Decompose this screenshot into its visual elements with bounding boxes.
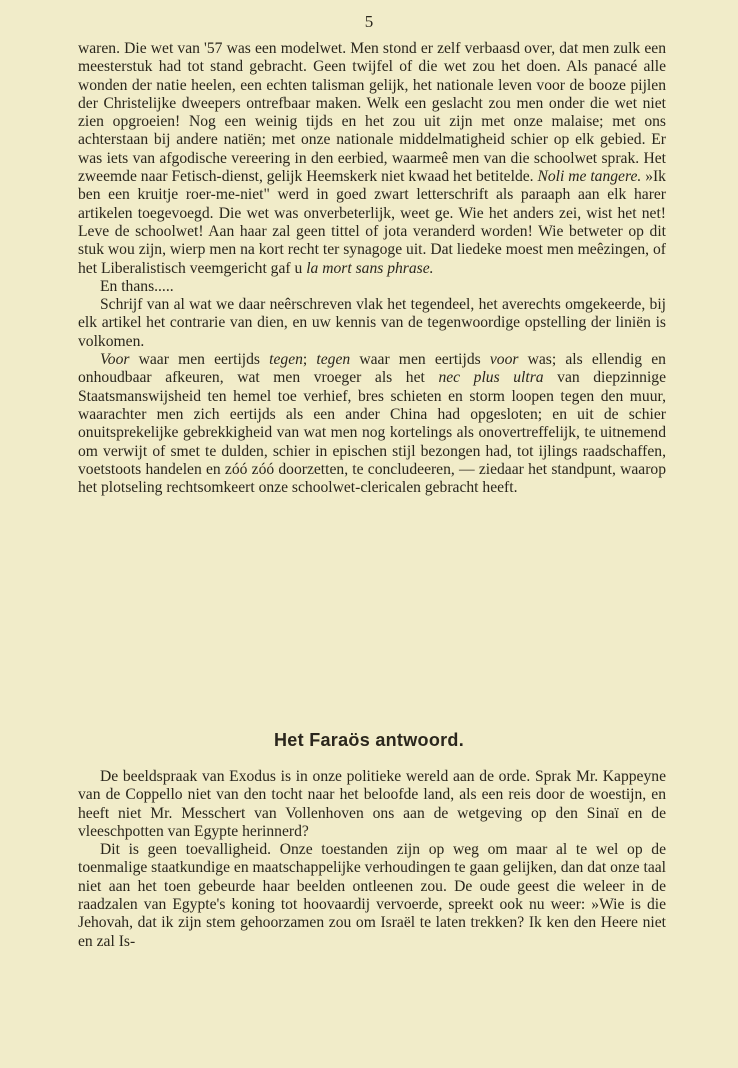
- paragraph: Schrijf van al wat we daar neêrschreven vlak het tegendeel, het averechts omgekeerde, bij elk artikel het contrarie van dien, en uw kennis van de tegenwoordige opstelling der liniën is volkomen.: [78, 296, 666, 350]
- paragraph: Voor waar men eertijds tegen; tegen waar men eertijds voor was; als ellendig en onhoudbaar afkeuren, wat men vroeger als het nec plus ultra van diepzinnige Staatsmanswijsheid ten hemel toe verhief, bres schieten en storm loopen tegen den muur, waarachter men zich eertijds als een ander China had opgesloten; en uit de schier onuitsprekelijke gebrekkigheid van wat men nog kortelings als onovertreffelijk, te uitnemend om verwijt of smet te dulden, schier in epischen stijl bezongen had, tot ijlings raadschaffen, voetstoots handelen en zóó zóó doorzetten, te concludeeren, — ziedaar het standpunt, waarop het plotseling rechtsomkeert onze schoolwet-clericalen gebracht heeft.: [78, 351, 666, 497]
- paragraph: En thans.....: [100, 277, 174, 295]
- italic-phrase: la mort sans phrase.: [306, 259, 434, 277]
- paragraph: De beeldspraak van Exodus is in onze politieke wereld aan de orde. Sprak Mr. Kappeyne van de Coppello niet van den tocht naar het beloofde land, als een reis door de woestijn, en heeft niet Mr. Messchert van Vollenhoven ons aan de wetgeving op den Sinaï en de vleeschpotten van Egypte herinnerd?: [78, 768, 666, 840]
- section-2: [78, 768, 666, 951]
- section-1: [78, 40, 666, 497]
- paragraph: waren. Die wet van '57 was een modelwet. Men stond er zelf verbaasd over, dat men zulk een meesterstuk had tot stand gebracht. Geen twijfel of die wet zou het doen. Als panacé alle wonden der natie heelen, een echten talisman gelijk, het nationale leven voor de booze pijlen der Christelijke dweepers ontrefbaar maken. Welk een geslacht zou men onder die wet niet zien opgroeien! Nog een weinig tijds en het zou uit zijn met onze malaise; met ons achterstaan bij andere natiën; met onze nationale middelmatigheid schier op elk gebied. Er was iets van afgodische vereering in den eerbied, waarmeê men van die schoolwet sprak. Het zweemde naar Fetisch-dienst, gelijk Heemskerk niet kwaad het betitelde. Noli me tangere. »Ik ben een kruitje roer-me-niet" werd in goed zwart letterschrift als paraaph aan elk harer artikelen toegevoegd. Die wet was onverbeterlijk, weet ge. Wie het anders zei, wist het net! Leve de schoolwet! Aan haar zal geen tittel of jota veranderd worden! Wie betweter op dit stuk wou zijn, wierp men na kort recht ter synagoge uit. Dat liedeke moest men meêzingen, of het Liberalistisch veemgericht gaf u la mort sans phrase.: [78, 40, 666, 277]
- italic-phrase: Noli me tangere.: [537, 168, 642, 186]
- page-number: 5: [364, 12, 374, 31]
- section-heading: Het Faraös antwoord.: [273, 730, 465, 750]
- paragraph: Dit is geen toevalligheid. Onze toestanden zijn op weg om maar al te wel op de toenmalige staatkundige en maatschappelijke verhoudingen te gaan gelijken, dan dat onze taal niet aan het toen gebeurde haar beelden ontleenen zou. De oude geest die weleer in de raadzalen van Egypte's koning tot hoovaardij vervoerde, spreekt ook nu weer: »Wie is die Jehovah, dat ik zijn stem gehoorzamen zou om Israël te laten trekken? Ik ken den Heere niet en zal Is-: [78, 841, 667, 950]
